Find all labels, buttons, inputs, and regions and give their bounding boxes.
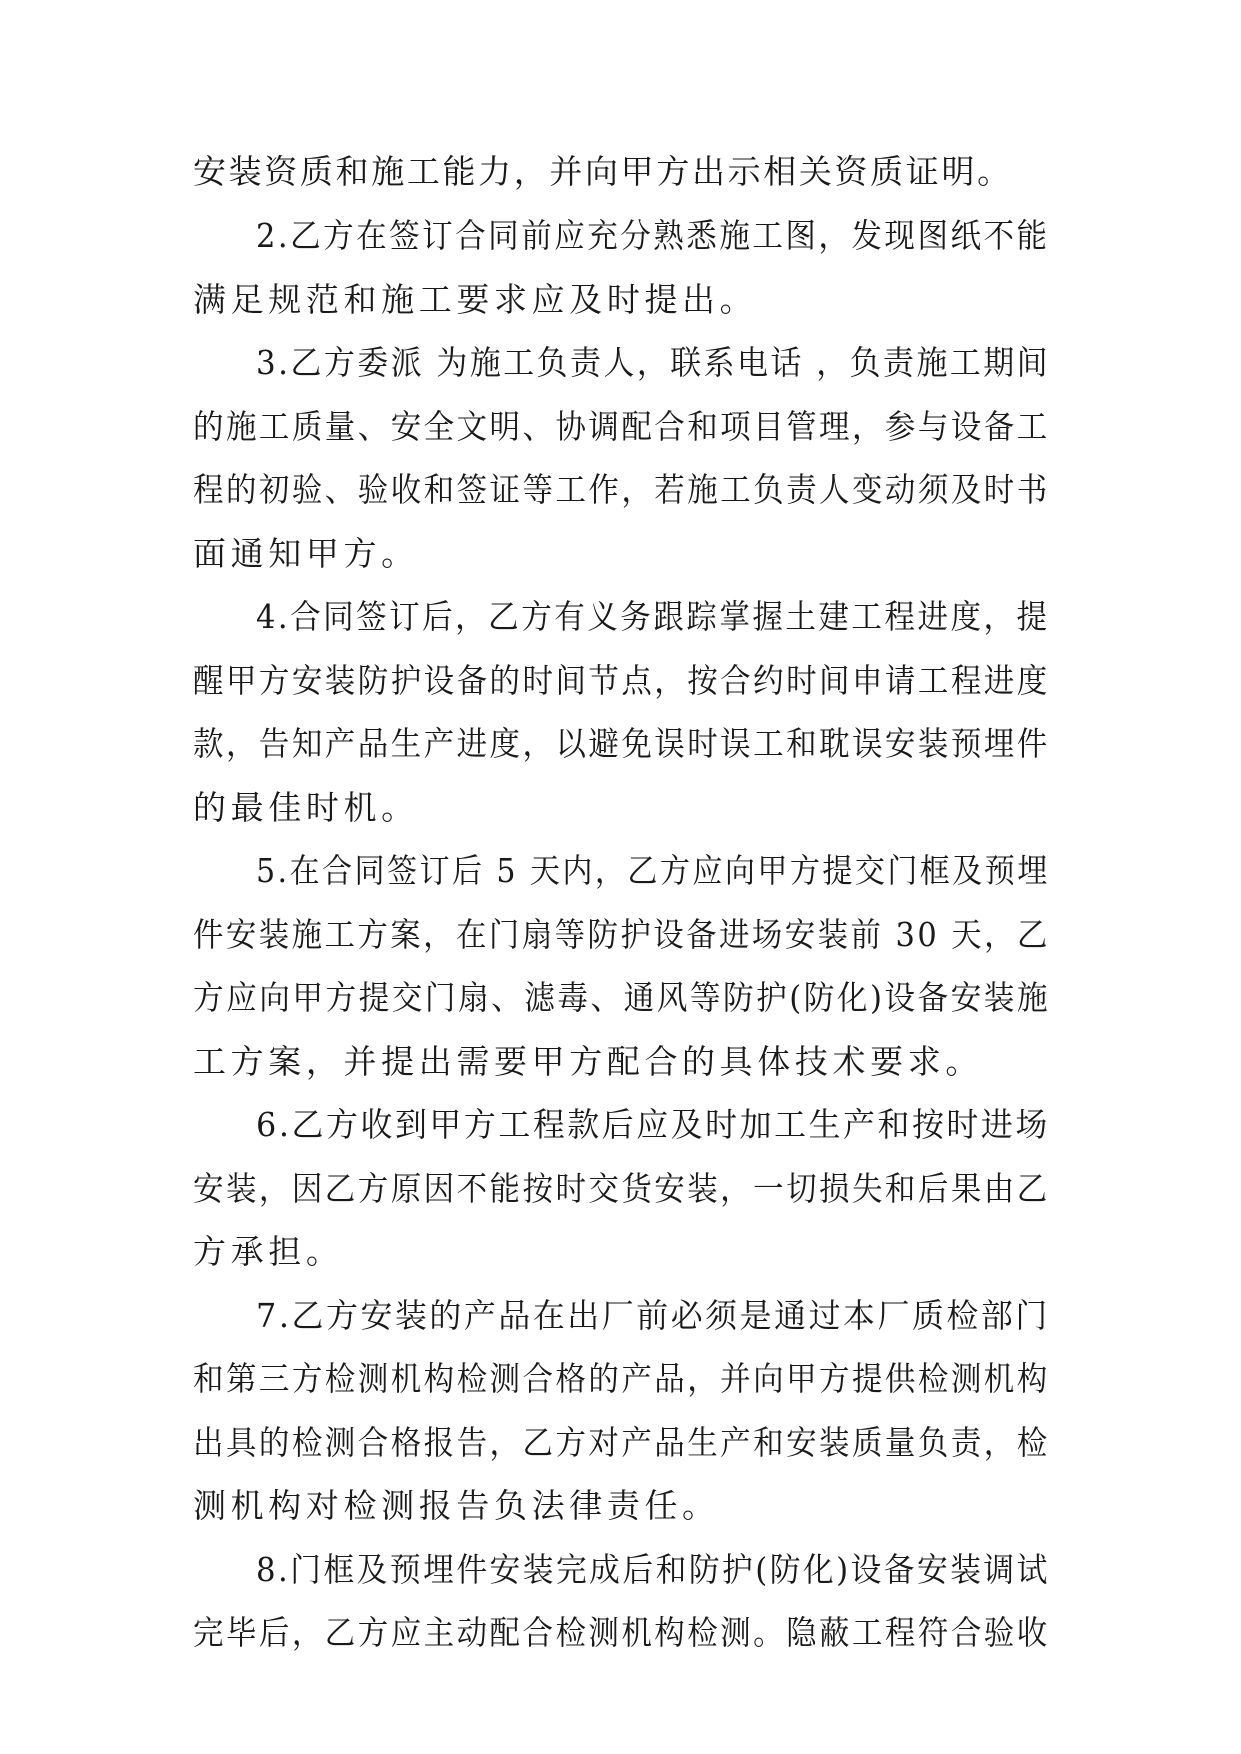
text-line-1: 安装资质和施工能力，并向甲方出示相关资质证明。 — [193, 152, 1013, 191]
text-line-20: 和第三方检测机构检测合格的产品，并向甲方提供检测机构 — [193, 1359, 1050, 1398]
text-line-24: 完毕后，乙方应主动配合检测机构检测。隐蔽工程符合验收 — [193, 1613, 1050, 1652]
text-line-7: 面通知甲方。 — [193, 534, 419, 573]
text-line-3: 满足规范和施工要求应及时提出。 — [193, 280, 758, 319]
text-line-18: 方承担。 — [193, 1232, 344, 1271]
text-line-17: 安装，因乙方原因不能按时交货安装，一切损失和后果由乙 — [193, 1169, 1050, 1208]
text-line-12: 5.在合同签订后 5 天内，乙方应向甲方提交门框及预埋 — [256, 851, 1050, 890]
text-line-22: 测机构对检测报告负法律责任。 — [193, 1486, 720, 1525]
text-line-15: 工方案，并提出需要甲方配合的具体技术要求。 — [193, 1042, 984, 1081]
text-line-19: 7.乙方安装的产品在出厂前必须是通过本厂质检部门 — [256, 1296, 1050, 1335]
text-line-21: 出具的检测合格报告，乙方对产品生产和安装质量负责，检 — [193, 1423, 1050, 1462]
text-line-9: 醒甲方安装防护设备的时间节点，按合约时间申请工程进度 — [193, 661, 1050, 700]
text-line-2: 2.乙方在签订合同前应充分熟悉施工图，发现图纸不能 — [256, 216, 1050, 255]
text-line-11: 的最佳时机。 — [193, 788, 419, 827]
text-line-13: 件安装施工方案，在门扇等防护设备进场安装前 30 天，乙 — [193, 915, 1050, 954]
text-line-16: 6.乙方收到甲方工程款后应及时加工生产和按时进场 — [256, 1105, 1050, 1144]
text-line-4: 3.乙方委派 为施工负责人，联系电话 ，负责施工期间 — [256, 343, 1051, 382]
text-line-10: 款，告知产品生产进度，以避免误时误工和耽误安装预埋件 — [193, 724, 1050, 763]
text-line-14: 方应向甲方提交门扇、滤毒、通风等防护(防化)设备安装施 — [193, 978, 1051, 1017]
text-line-8: 4.合同签订后，乙方有义务跟踪掌握土建工程进度，提 — [256, 597, 1050, 636]
text-line-6: 程的初验、验收和签证等工作，若施工负责人变动须及时书 — [193, 470, 1050, 509]
text-line-23: 8.门框及预埋件安装完成后和防护(防化)设备安装调试 — [256, 1550, 1050, 1589]
text-line-5: 的施工质量、安全文明、协调配合和项目管理，参与设备工 — [193, 407, 1050, 446]
